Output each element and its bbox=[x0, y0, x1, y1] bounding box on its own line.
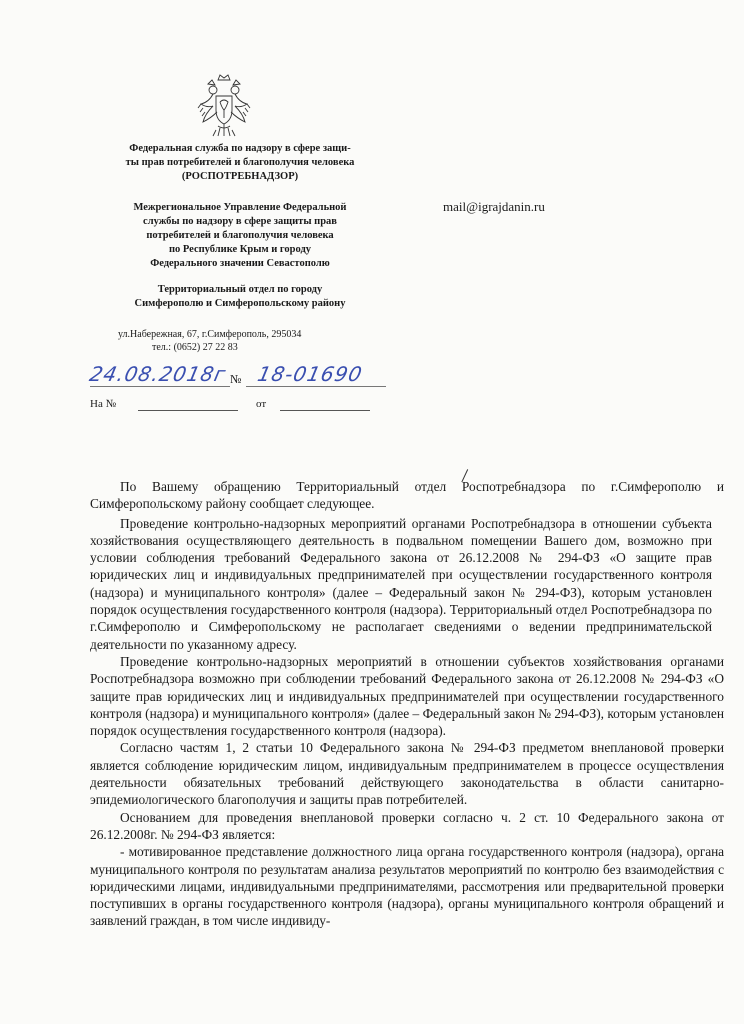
registration-line bbox=[87, 362, 400, 392]
handwritten-outgoing-number: 18-01690 bbox=[255, 362, 365, 386]
body-paragraph: - мотивированное представление должностного лица органа государственного контроля (надзора), органа муниципального контроля по результатам анализа результатов мероприятий по контролю без взаимодействия с юридическими лицами, индивидуальными предпринимателями, рассмотрения или предварительной проверки поступивших в органы государственного контроля (надзора), органы муниципального контроля обращений и заявлений граждан, в том числе индивиду- bbox=[90, 844, 724, 929]
handwritten-date: 24.08.2018г bbox=[87, 362, 229, 386]
number-sign: № bbox=[230, 372, 242, 386]
office-line: Симферополю и Симферопольскому району bbox=[134, 298, 346, 309]
department-line: потребителей и благополучия человека bbox=[146, 230, 334, 241]
date-underline bbox=[90, 386, 230, 387]
recipient-email: mail@igrajdanin.ru bbox=[443, 199, 545, 214]
department-line: Федерального значении Севастополю bbox=[150, 258, 330, 269]
office-name bbox=[100, 283, 380, 311]
office-address: ул.Набережная, 67, г.Симферополь, 295034 bbox=[118, 329, 302, 340]
na-blank-line bbox=[138, 410, 238, 411]
agency-line: Федеральная служба по надзору в сфере защи- bbox=[129, 143, 351, 154]
agency-line: (РОСПОТРЕБНАДЗОР) bbox=[181, 171, 299, 182]
number-underline bbox=[246, 386, 386, 387]
agency-name bbox=[100, 142, 380, 184]
body-paragraph: Проведение контрольно-надзорных мероприятий органами Роспотребнадзора в отношении субъекта хозяйствования осуществляющего деятельность в подвальном помещении Вашего дом, возможно при условии соблюдения требований Федерального закона от 26.12.2008 № 294-ФЗ «О защите прав юридических лиц и индивидуальных предпринимателей при осуществлении государственного контроля (надзора) и муниципального контроля» (далее – Федеральный закон № 294-ФЗ), которым установлен порядок осуществления государственного контроля (надзора). Территориальный отдел Роспотребнадзора по г.Симферополю и Симферопольскому не располагает сведениями о ведении предпринимательской деятельности по указанному адресу. bbox=[90, 515, 712, 652]
agency-line: ты прав потребителей и благополучия человека bbox=[125, 157, 355, 168]
ot-label: от bbox=[256, 398, 267, 410]
body-paragraph: Основанием для проведения внеплановой проверки согласно ч. 2 ст. 10 Федерального закона от 26.12.2008г. № 294-ФЗ является: bbox=[90, 809, 724, 842]
office-phone: тел.: (0652) 27 22 83 bbox=[152, 342, 238, 353]
letter-body bbox=[90, 478, 724, 930]
reply-to-reference bbox=[90, 398, 390, 414]
department-line: службы по надзору в сфере защиты прав bbox=[143, 216, 337, 227]
department-line: по Республике Крым и городу bbox=[168, 244, 312, 255]
body-paragraph: Согласно частям 1, 2 статьи 10 Федерального закона № 294-ФЗ предметом внеплановой проверки является соблюдение юридическим лицом, индивидуальным предпринимателем в процессе осуществления деятельности обязательных требований действующего законодательства в области санитарно-эпидемиологического благополучия и защиты прав потребителей. bbox=[90, 740, 724, 808]
ot-blank-line bbox=[280, 410, 370, 411]
coat-of-arms-emblem-icon bbox=[196, 72, 252, 140]
department-line: Межрегиональное Управление Федеральной bbox=[133, 202, 347, 213]
body-paragraph: Проведение контрольно-надзорных мероприятий в отношении субъектов хозяйствования органами Роспотребнадзора возможно при соблюдении требований Федерального закона от 26.12.2008 № 294-ФЗ «О защите прав юридических лиц и индивидуальных предпринимателей при осуществлении государственного контроля (надзора) и муниципального контроля» (далее – Федеральный закон № 294-ФЗ), которым установлен порядок осуществления государственного контроля (надзора). bbox=[90, 653, 724, 739]
office-line: Территориальный отдел по городу bbox=[157, 284, 323, 295]
body-paragraph: По Вашему обращению Территориальный отдел Роспотребнадзора по г.Симферополю и Симферопольскому району сообщает следующее. bbox=[90, 479, 724, 512]
department-name bbox=[100, 201, 380, 271]
office-contacts bbox=[118, 328, 301, 354]
na-label: На № bbox=[90, 398, 117, 410]
